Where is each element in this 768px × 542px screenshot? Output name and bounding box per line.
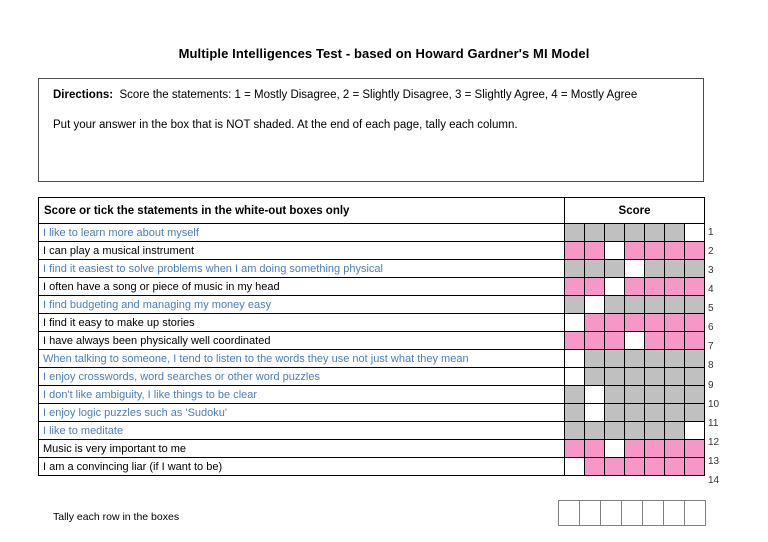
shaded-box	[605, 422, 625, 440]
row-number: 4	[708, 284, 714, 296]
shaded-box	[665, 386, 685, 404]
shaded-box	[585, 422, 605, 440]
shaded-box	[625, 314, 645, 332]
mi-table-head	[39, 198, 705, 224]
shaded-box	[625, 242, 645, 260]
statement-text: I enjoy crosswords, word searches or other word puzzles	[39, 368, 565, 386]
row-number: 6	[708, 322, 714, 334]
shaded-box	[605, 224, 625, 242]
shaded-box	[605, 296, 625, 314]
shaded-box	[625, 350, 645, 368]
shaded-box	[665, 404, 685, 422]
score-input-box[interactable]	[605, 278, 625, 296]
statement-text: I like to learn more about myself	[39, 224, 565, 242]
score-input-box[interactable]	[625, 332, 645, 350]
tally-box[interactable]	[643, 501, 664, 526]
shaded-box	[565, 404, 585, 422]
tally-box[interactable]	[664, 501, 685, 526]
tally-box[interactable]	[580, 501, 601, 526]
header-statement: Score or tick the statements in the white-out boxes only	[39, 198, 565, 224]
tally-row	[559, 501, 706, 526]
statement-text: I don't like ambiguity, I like things to be clear	[39, 386, 565, 404]
statement-text: When talking to someone, I tend to listen to the words they use not just what they mean	[39, 350, 565, 368]
statement-text: I find it easy to make up stories	[39, 314, 565, 332]
shaded-box	[645, 386, 665, 404]
shaded-box	[565, 224, 585, 242]
tally-box[interactable]	[622, 501, 643, 526]
page-title: Multiple Intelligences Test - based on Howard Gardner's MI Model	[178, 46, 590, 61]
table-row	[39, 350, 705, 368]
tally-box[interactable]	[559, 501, 580, 526]
shaded-box	[585, 368, 605, 386]
shaded-box	[665, 242, 685, 260]
row-number: 11	[708, 417, 719, 429]
table-row	[39, 224, 705, 242]
shaded-box	[645, 350, 665, 368]
table-row	[39, 332, 705, 350]
shaded-box	[645, 422, 665, 440]
shaded-box	[585, 350, 605, 368]
statement-text: I can play a musical instrument	[39, 242, 565, 260]
shaded-box	[665, 440, 685, 458]
shaded-box	[665, 278, 685, 296]
shaded-box	[665, 314, 685, 332]
shaded-box	[685, 368, 705, 386]
shaded-box	[665, 296, 685, 314]
shaded-box	[625, 440, 645, 458]
shaded-box	[665, 332, 685, 350]
statement-text: I am a convincing liar (if I want to be)	[39, 458, 565, 476]
score-input-box[interactable]	[585, 296, 605, 314]
shaded-box	[685, 386, 705, 404]
shaded-box	[565, 242, 585, 260]
shaded-box	[605, 368, 625, 386]
table-row	[39, 242, 705, 260]
shaded-box	[605, 314, 625, 332]
statement-text: I have always been physically well coordinated	[39, 332, 565, 350]
shaded-box	[565, 296, 585, 314]
shaded-box	[685, 332, 705, 350]
statement-text: I enjoy logic puzzles such as 'Sudoku'	[39, 404, 565, 422]
row-number: 14	[708, 474, 720, 486]
shaded-box	[685, 260, 705, 278]
shaded-box	[605, 404, 625, 422]
statement-text: I find it easiest to solve problems when I am doing something physical	[39, 260, 565, 278]
shaded-box	[585, 458, 605, 476]
shaded-box	[565, 440, 585, 458]
shaded-box	[665, 260, 685, 278]
table-row	[39, 422, 705, 440]
table-row	[39, 296, 705, 314]
row-number: 8	[708, 360, 714, 372]
statement-text: I often have a song or piece of music in my head	[39, 278, 565, 296]
score-input-box[interactable]	[585, 386, 605, 404]
table-row	[39, 404, 705, 422]
mi-table-wrap	[38, 197, 704, 476]
shaded-box	[565, 260, 585, 278]
shaded-box	[645, 278, 665, 296]
score-input-box[interactable]	[625, 260, 645, 278]
shaded-box	[685, 278, 705, 296]
score-input-box[interactable]	[565, 458, 585, 476]
shaded-box	[645, 260, 665, 278]
shaded-box	[685, 404, 705, 422]
shaded-box	[585, 314, 605, 332]
shaded-box	[585, 224, 605, 242]
shaded-box	[665, 368, 685, 386]
tally-label: Tally each row in the boxes	[53, 511, 180, 523]
shaded-box	[605, 332, 625, 350]
shaded-box	[685, 350, 705, 368]
row-number-column	[708, 197, 748, 490]
shaded-box	[645, 332, 665, 350]
shaded-box	[665, 350, 685, 368]
tally-grid	[558, 500, 706, 526]
score-input-box[interactable]	[685, 422, 705, 440]
row-number: 7	[708, 341, 714, 353]
score-input-box[interactable]	[585, 404, 605, 422]
shaded-box	[645, 314, 665, 332]
row-number: 10	[708, 398, 720, 410]
shaded-box	[665, 458, 685, 476]
table-row	[39, 278, 705, 296]
row-number: 3	[708, 265, 714, 277]
directions-box	[38, 78, 704, 182]
row-number: 2	[708, 246, 714, 258]
shaded-box	[565, 332, 585, 350]
shaded-box	[585, 242, 605, 260]
row-number: 13	[708, 455, 720, 467]
shaded-box	[585, 278, 605, 296]
shaded-box	[625, 296, 645, 314]
shaded-box	[625, 386, 645, 404]
row-number: 9	[708, 379, 714, 391]
mi-table-body	[39, 224, 705, 476]
table-row	[39, 386, 705, 404]
shaded-box	[585, 440, 605, 458]
table-header-row	[39, 198, 705, 224]
row-number: 12	[708, 436, 720, 448]
directions-line-2: Put your answer in the box that is NOT shaded. At the end of each page, tally each column.	[53, 119, 518, 131]
table-row	[39, 440, 705, 458]
statement-text: I like to meditate	[39, 422, 565, 440]
shaded-box	[685, 242, 705, 260]
shaded-box	[665, 422, 685, 440]
score-input-box[interactable]	[565, 350, 585, 368]
shaded-box	[625, 278, 645, 296]
table-row	[39, 314, 705, 332]
statement-text: Music is very important to me	[39, 440, 565, 458]
shaded-box	[625, 422, 645, 440]
shaded-box	[685, 440, 705, 458]
tally-box[interactable]	[685, 501, 706, 526]
shaded-box	[605, 458, 625, 476]
shaded-box	[645, 404, 665, 422]
table-row	[39, 260, 705, 278]
mi-table	[38, 197, 705, 476]
shaded-box	[585, 332, 605, 350]
shaded-box	[645, 242, 665, 260]
score-input-box[interactable]	[685, 224, 705, 242]
shaded-box	[645, 440, 665, 458]
directions-scale-text: Score the statements: 1 = Mostly Disagree, 2 = Slightly Disagree, 3 = Slightly Agree, 4 = Mostly Agree	[119, 89, 638, 101]
row-number: 5	[708, 303, 714, 315]
table-row	[39, 368, 705, 386]
directions-line-1	[53, 89, 637, 101]
shaded-box	[625, 404, 645, 422]
shaded-box	[645, 296, 665, 314]
shaded-box	[605, 386, 625, 404]
row-number-spacer	[708, 197, 748, 223]
shaded-box	[665, 224, 685, 242]
shaded-box	[645, 368, 665, 386]
shaded-box	[565, 422, 585, 440]
directions-label: Directions:	[53, 89, 114, 101]
shaded-box	[685, 296, 705, 314]
shaded-box	[625, 224, 645, 242]
shaded-box	[585, 260, 605, 278]
row-number: 1	[708, 227, 714, 238]
tally-box[interactable]	[601, 501, 622, 526]
shaded-box	[685, 314, 705, 332]
shaded-box	[645, 224, 665, 242]
statement-text: I find budgeting and managing my money easy	[39, 296, 565, 314]
score-input-box[interactable]	[605, 242, 625, 260]
shaded-box	[625, 368, 645, 386]
shaded-box	[685, 458, 705, 476]
shaded-box	[625, 458, 645, 476]
shaded-box	[605, 260, 625, 278]
shaded-box	[565, 278, 585, 296]
score-input-box[interactable]	[565, 314, 585, 332]
score-input-box[interactable]	[565, 368, 585, 386]
header-score: Score	[565, 198, 705, 224]
shaded-box	[605, 350, 625, 368]
shaded-box	[645, 458, 665, 476]
shaded-box	[565, 386, 585, 404]
score-input-box[interactable]	[605, 440, 625, 458]
table-row	[39, 458, 705, 476]
